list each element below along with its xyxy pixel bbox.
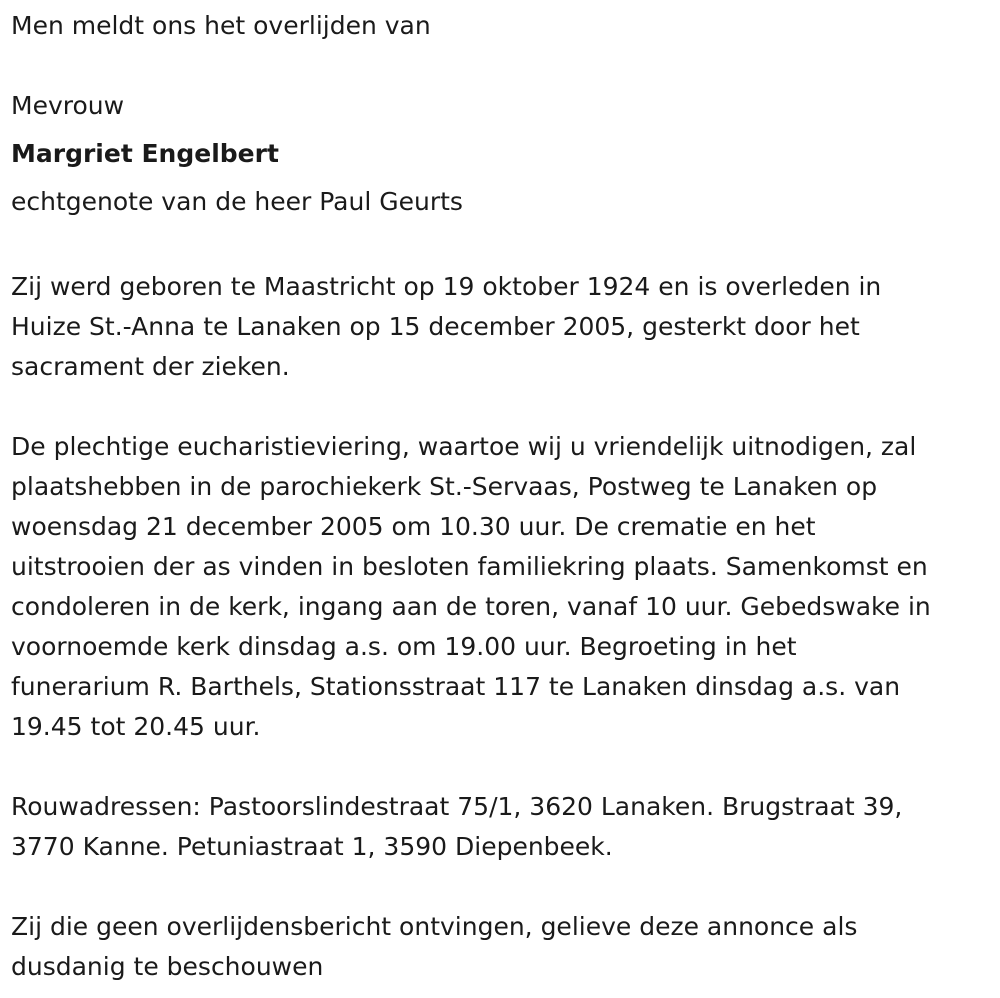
closing-paragraph xyxy=(11,907,996,987)
paragraph-line: dusdanig te beschouwen xyxy=(11,952,324,981)
salutation: Mevrouw xyxy=(11,91,125,120)
paragraph-line: woensdag 21 december 2005 om 10.30 uur. De crematie en het xyxy=(11,512,816,541)
death-notice xyxy=(11,0,996,987)
birth-paragraph xyxy=(11,267,996,387)
intro-line: Men meldt ons het overlijden van xyxy=(11,11,431,40)
spouse-line: echtgenote van de heer Paul Geurts xyxy=(11,187,463,216)
paragraph-line: plaatshebben in de parochiekerk St.-Servaas, Postweg te Lanaken op xyxy=(11,472,878,501)
paragraph-line: Huize St.-Anna te Lanaken op 15 december 2005, gesterkt door het xyxy=(11,312,860,341)
paragraph-line: Rouwadressen: Pastoorslindestraat 75/1, 3620 Lanaken. Brugstraat 39, xyxy=(11,792,903,821)
paragraph-line: Zij werd geboren te Maastricht op 19 oktober 1924 en is overleden in xyxy=(11,272,882,301)
paragraph-line: De plechtige eucharistieviering, waartoe wij u vriendelijk uitnodigen, zal xyxy=(11,432,917,461)
paragraph-line: voornoemde kerk dinsdag a.s. om 19.00 uur. Begroeting in het xyxy=(11,632,797,661)
paragraph-line: uitstrooien der as vinden in besloten familiekring plaats. Samenkomst en xyxy=(11,552,928,581)
service-paragraph xyxy=(11,427,996,747)
paragraph-line: funerarium R. Barthels, Stationsstraat 117 te Lanaken dinsdag a.s. van xyxy=(11,672,901,701)
paragraph-line: 3770 Kanne. Petuniastraat 1, 3590 Diepenbeek. xyxy=(11,832,613,861)
paragraph-line: Zij die geen overlijdensbericht ontvingen, gelieve deze annonce als xyxy=(11,912,858,941)
paragraph-line: condoleren in de kerk, ingang aan de toren, vanaf 10 uur. Gebedswake in xyxy=(11,592,931,621)
deceased-name: Margriet Engelbert xyxy=(11,139,279,168)
address-paragraph xyxy=(11,787,996,867)
paragraph-line: 19.45 tot 20.45 uur. xyxy=(11,712,261,741)
paragraph-line: sacrament der zieken. xyxy=(11,352,290,381)
